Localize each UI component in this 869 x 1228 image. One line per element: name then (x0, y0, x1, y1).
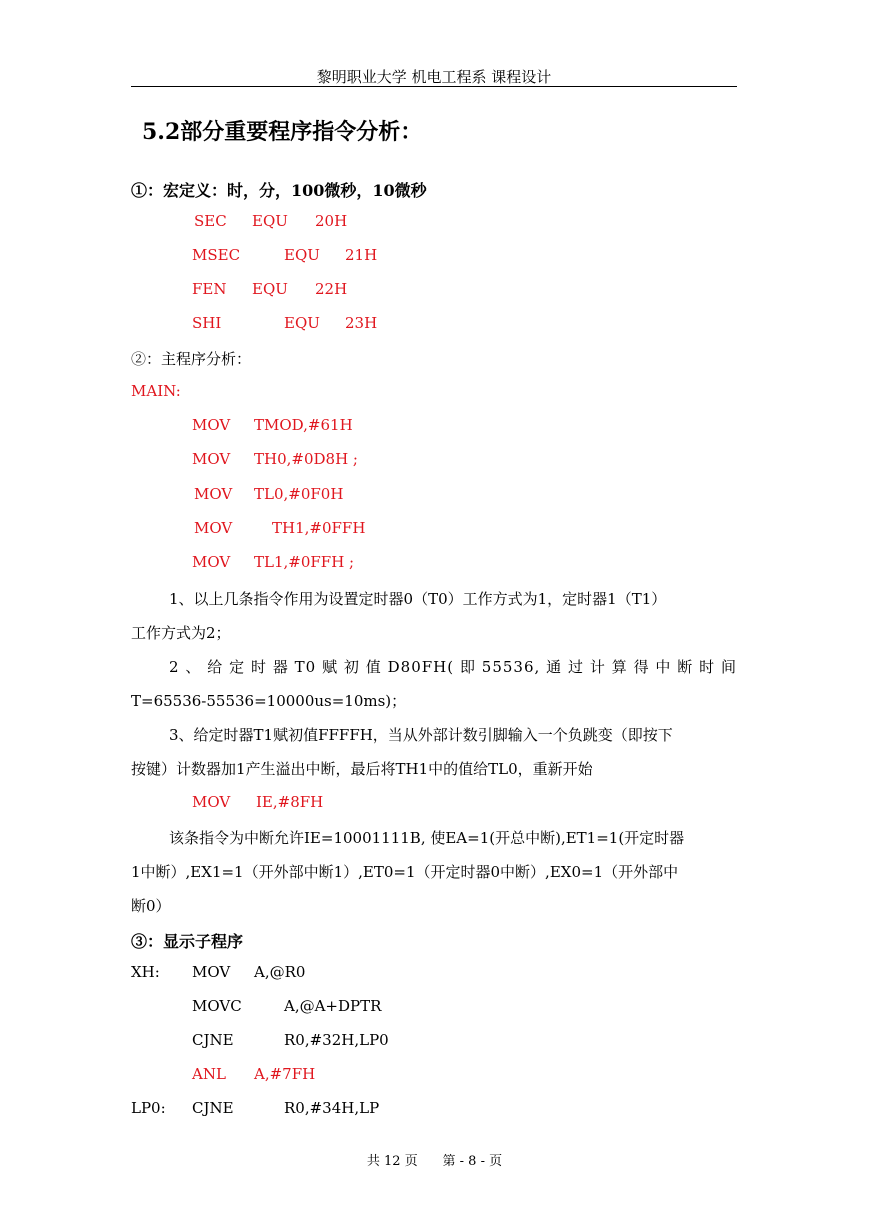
paragraph-4-line-2: 1中断）,EX1=1（开外部中断1）,ET0=1（开定时器0中断）,EX0=1（开外部中 (131, 863, 679, 881)
paragraph-1-line-2: 工作方式为2； (131, 624, 231, 642)
main-label: MAIN: (131, 382, 181, 400)
macro-fen-equ: EQU (252, 280, 288, 298)
section-title: 5.2部分重要程序指令分析： (142, 119, 423, 145)
main-arg-1: TMOD,#61H (254, 416, 353, 434)
main-arg-3: TL0,#0F0H (254, 485, 344, 503)
section3-heading: ③：显示子程序 (131, 932, 244, 951)
header-rule (131, 86, 737, 87)
paragraph-4-line-3: 断0） (131, 897, 171, 915)
paragraph-1-line-1: 1、以上几条指令作用为设置定时器0（T0）工作方式为1，定时器1（T1） (169, 590, 667, 608)
macro-msec-name: MSEC (192, 246, 241, 264)
macro-msec-equ: EQU (284, 246, 320, 264)
paragraph-2-line-1: 2、给定时器T0赋初值D80FH(即55536,通过计算得中断时间 (169, 658, 737, 676)
main-op-2: MOV (192, 450, 231, 468)
xh-label: XH: (131, 963, 160, 981)
disp-op-5: CJNE (192, 1099, 234, 1117)
macro-sec-equ: EQU (252, 212, 288, 230)
macro-sec-name: SEC (194, 212, 227, 230)
main-op-4: MOV (194, 519, 233, 537)
macro-shi-name: SHI (192, 314, 222, 332)
macro-shi-equ: EQU (284, 314, 320, 332)
page-header: 黎明职业大学 机电工程系 课程设计 (316, 68, 552, 86)
paragraph-3-line-1: 3、给定时器T1赋初值FFFFH，当从外部计数引脚输入一个负跳变（即按下 (169, 726, 673, 744)
section1-heading: ①：宏定义：时，分，100微秒，10微秒 (131, 181, 427, 200)
macro-fen-name: FEN (192, 280, 227, 298)
main-op-5: MOV (192, 553, 231, 571)
disp-op-4: ANL (192, 1065, 226, 1083)
disp-arg-5: R0,#34H,LP (284, 1099, 380, 1117)
lp0-label: LP0: (131, 1099, 166, 1117)
macro-shi-value: 23H (345, 314, 378, 332)
page-footer: 共 12 页 第 - 8 - 页 (366, 1154, 503, 1169)
main-op-1: MOV (192, 416, 231, 434)
disp-op-2: MOVC (192, 997, 242, 1015)
paragraph-4-line-1: 该条指令为中断允许IE=10001111B, 使EA=1(开总中断),ET1=1(开定时器 (169, 829, 685, 847)
disp-arg-2: A,@A+DPTR (284, 997, 382, 1015)
macro-sec-value: 20H (315, 212, 348, 230)
main-arg-5: TL1,#0FFH ; (254, 553, 355, 571)
paragraph-3-line-2: 按键）计数器加1产生溢出中断，最后将TH1中的值给TL0，重新开始 (131, 760, 593, 778)
disp-arg-3: R0,#32H,LP0 (284, 1031, 389, 1049)
ie-op: MOV (192, 793, 231, 811)
ie-arg: IE,#8FH (256, 793, 324, 811)
disp-arg-4: A,#7FH (254, 1065, 316, 1083)
paragraph-2-line-2: T=65536-55536=10000us=10ms)； (131, 692, 407, 710)
disp-op-1: MOV (192, 963, 231, 981)
disp-arg-1: A,@R0 (254, 963, 306, 981)
macro-fen-value: 22H (315, 280, 348, 298)
main-arg-2: TH0,#0D8H ; (254, 450, 358, 468)
macro-msec-value: 21H (345, 246, 378, 264)
section2-heading: ②：主程序分析： (131, 350, 252, 368)
main-arg-4: TH1,#0FFH (272, 519, 366, 537)
main-op-3: MOV (194, 485, 233, 503)
disp-op-3: CJNE (192, 1031, 234, 1049)
